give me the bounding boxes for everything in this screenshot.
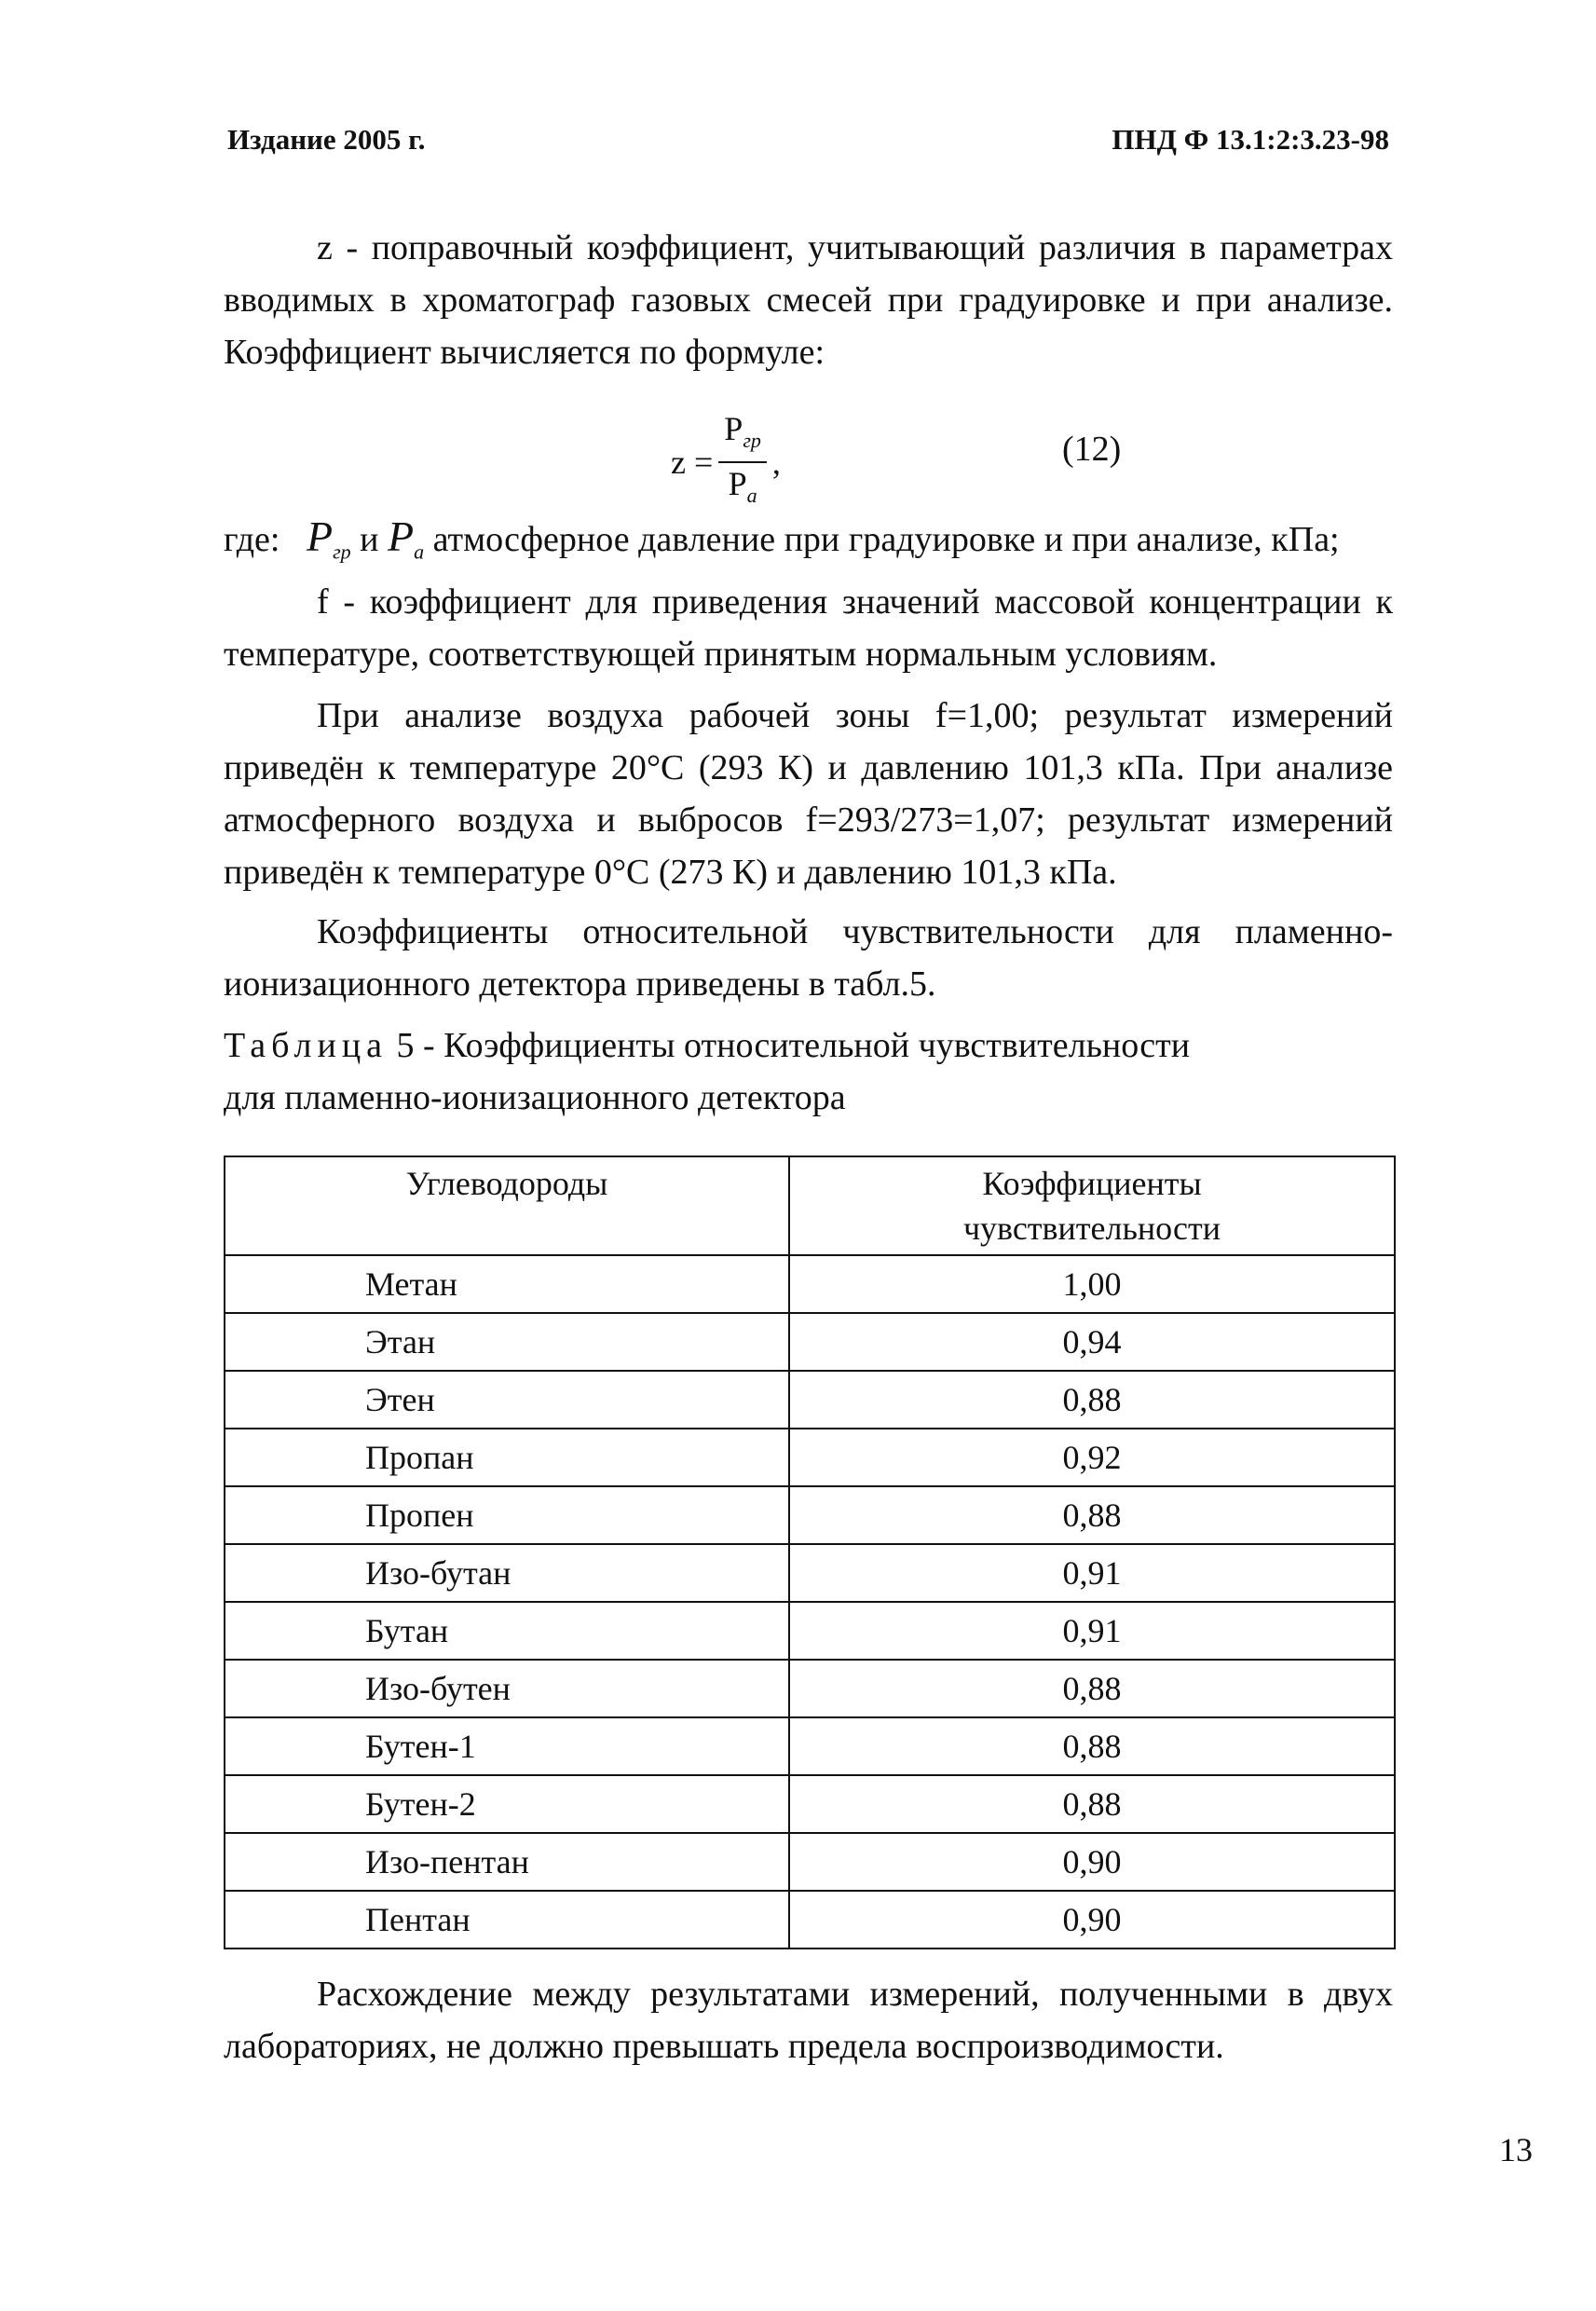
equation-number: (12)	[1062, 430, 1122, 469]
table-row	[225, 1371, 1395, 1429]
table-row	[225, 1660, 1395, 1717]
header-coefficients: Коэффициенты чувствительности	[789, 1156, 1395, 1255]
coefficient-value: 0,88	[789, 1486, 1395, 1544]
formula-trail: ,	[771, 444, 781, 482]
coefficient-value: 0,88	[789, 1371, 1395, 1429]
table-row	[225, 1544, 1395, 1602]
hydrocarbon-name: Метан	[225, 1255, 789, 1313]
sensitivity-coefficients-table	[224, 1156, 1396, 1949]
analysis-conditions-paragraph: При анализе воздуха рабочей зоны f=1,00; результат измерений приведён к температуре 20°C (293 К) и давлению 101,3 кПа. При анализе атмосферного воздуха и выбросов f=293/273=1,07; результат измерений приведён к температуре 0°C (273 К) и давлению 101,3 кПа.	[224, 696, 1393, 892]
hydrocarbon-name: Изо-бутен	[225, 1660, 789, 1717]
coefficient-value: 0,94	[789, 1313, 1395, 1371]
formula-numerator: $P_{гр}$	[718, 408, 767, 463]
table-caption-label: Таблица	[224, 1026, 389, 1065]
table-header-row	[225, 1156, 1395, 1255]
hydrocarbon-name: Бутен-1	[225, 1717, 789, 1775]
header-hydrocarbons: Углеводороды	[225, 1156, 789, 1255]
hydrocarbon-name: Бутен-2	[225, 1775, 789, 1833]
page-number: 13	[1499, 2131, 1533, 2168]
table-row	[225, 1313, 1395, 1371]
coefficient-value: 0,90	[789, 1891, 1395, 1949]
table-row	[225, 1833, 1395, 1891]
divergence-paragraph: Расхождение между результатами измерений, полученными в двух лабораториях, не должно превышать предела воспроизводимости.	[224, 1975, 1393, 2066]
coefficient-value: 0,88	[789, 1775, 1395, 1833]
formula-12	[671, 408, 781, 516]
formula-lhs: z =	[671, 444, 714, 482]
table-row	[225, 1255, 1395, 1313]
table-row	[225, 1602, 1395, 1660]
coefficient-value: 1,00	[789, 1255, 1395, 1313]
edition-header: Издание 2005 г.	[227, 123, 426, 156]
coefficient-value: 0,91	[789, 1602, 1395, 1660]
table-row	[225, 1717, 1395, 1775]
hydrocarbon-name: Бутан	[225, 1602, 789, 1660]
hydrocarbon-name: Этан	[225, 1313, 789, 1371]
where-line: где: $P_{гр}$ и $P_а$ атмосферное давление при градуировке и при анализе, кПа;	[224, 513, 1340, 564]
table-row	[225, 1486, 1395, 1544]
hydrocarbon-name: Пропан	[225, 1429, 789, 1486]
hydrocarbon-name: Изо-пентан	[225, 1833, 789, 1891]
table-caption-title: 5 - Коэффициенты относительной чувствительности	[396, 1026, 1191, 1065]
coefficient-value: 0,88	[789, 1717, 1395, 1775]
formula-fraction	[718, 408, 767, 516]
coefficient-value: 0,88	[789, 1660, 1395, 1717]
table-row	[225, 1891, 1395, 1949]
hydrocarbon-name: Изо-бутан	[225, 1544, 789, 1602]
formula-denominator: $P_а$	[728, 465, 757, 508]
coefficient-value: 0,91	[789, 1544, 1395, 1602]
f-definition-paragraph: f - коэффициент для приведения значений массовой концентрации к температуре, соответствующей принятым нормальным условиям.	[224, 582, 1393, 674]
document-code-header: ПНД Ф 13.1:2:3.23-98	[1112, 123, 1389, 156]
coefficients-reference-paragraph: Коэффициенты относительной чувствительности для пламенно-ионизационного детектора приведены в табл.5.	[224, 912, 1393, 1004]
table-row	[225, 1775, 1395, 1833]
hydrocarbon-name: Пентан	[225, 1891, 789, 1949]
table-caption-line2: для пламенно-ионизационного детектора	[224, 1078, 846, 1117]
coefficient-value: 0,92	[789, 1429, 1395, 1486]
hydrocarbon-name: Пропен	[225, 1486, 789, 1544]
z-definition-paragraph: z - поправочный коэффициент, учитывающий различия в параметрах вводимых в хроматограф газовых смесей при градуировке и при анализе. Коэффициент вычисляется по формуле:	[224, 228, 1393, 372]
coefficient-value: 0,90	[789, 1833, 1395, 1891]
hydrocarbon-name: Этен	[225, 1371, 789, 1429]
table-row	[225, 1429, 1395, 1486]
table-caption	[224, 1019, 1393, 1124]
